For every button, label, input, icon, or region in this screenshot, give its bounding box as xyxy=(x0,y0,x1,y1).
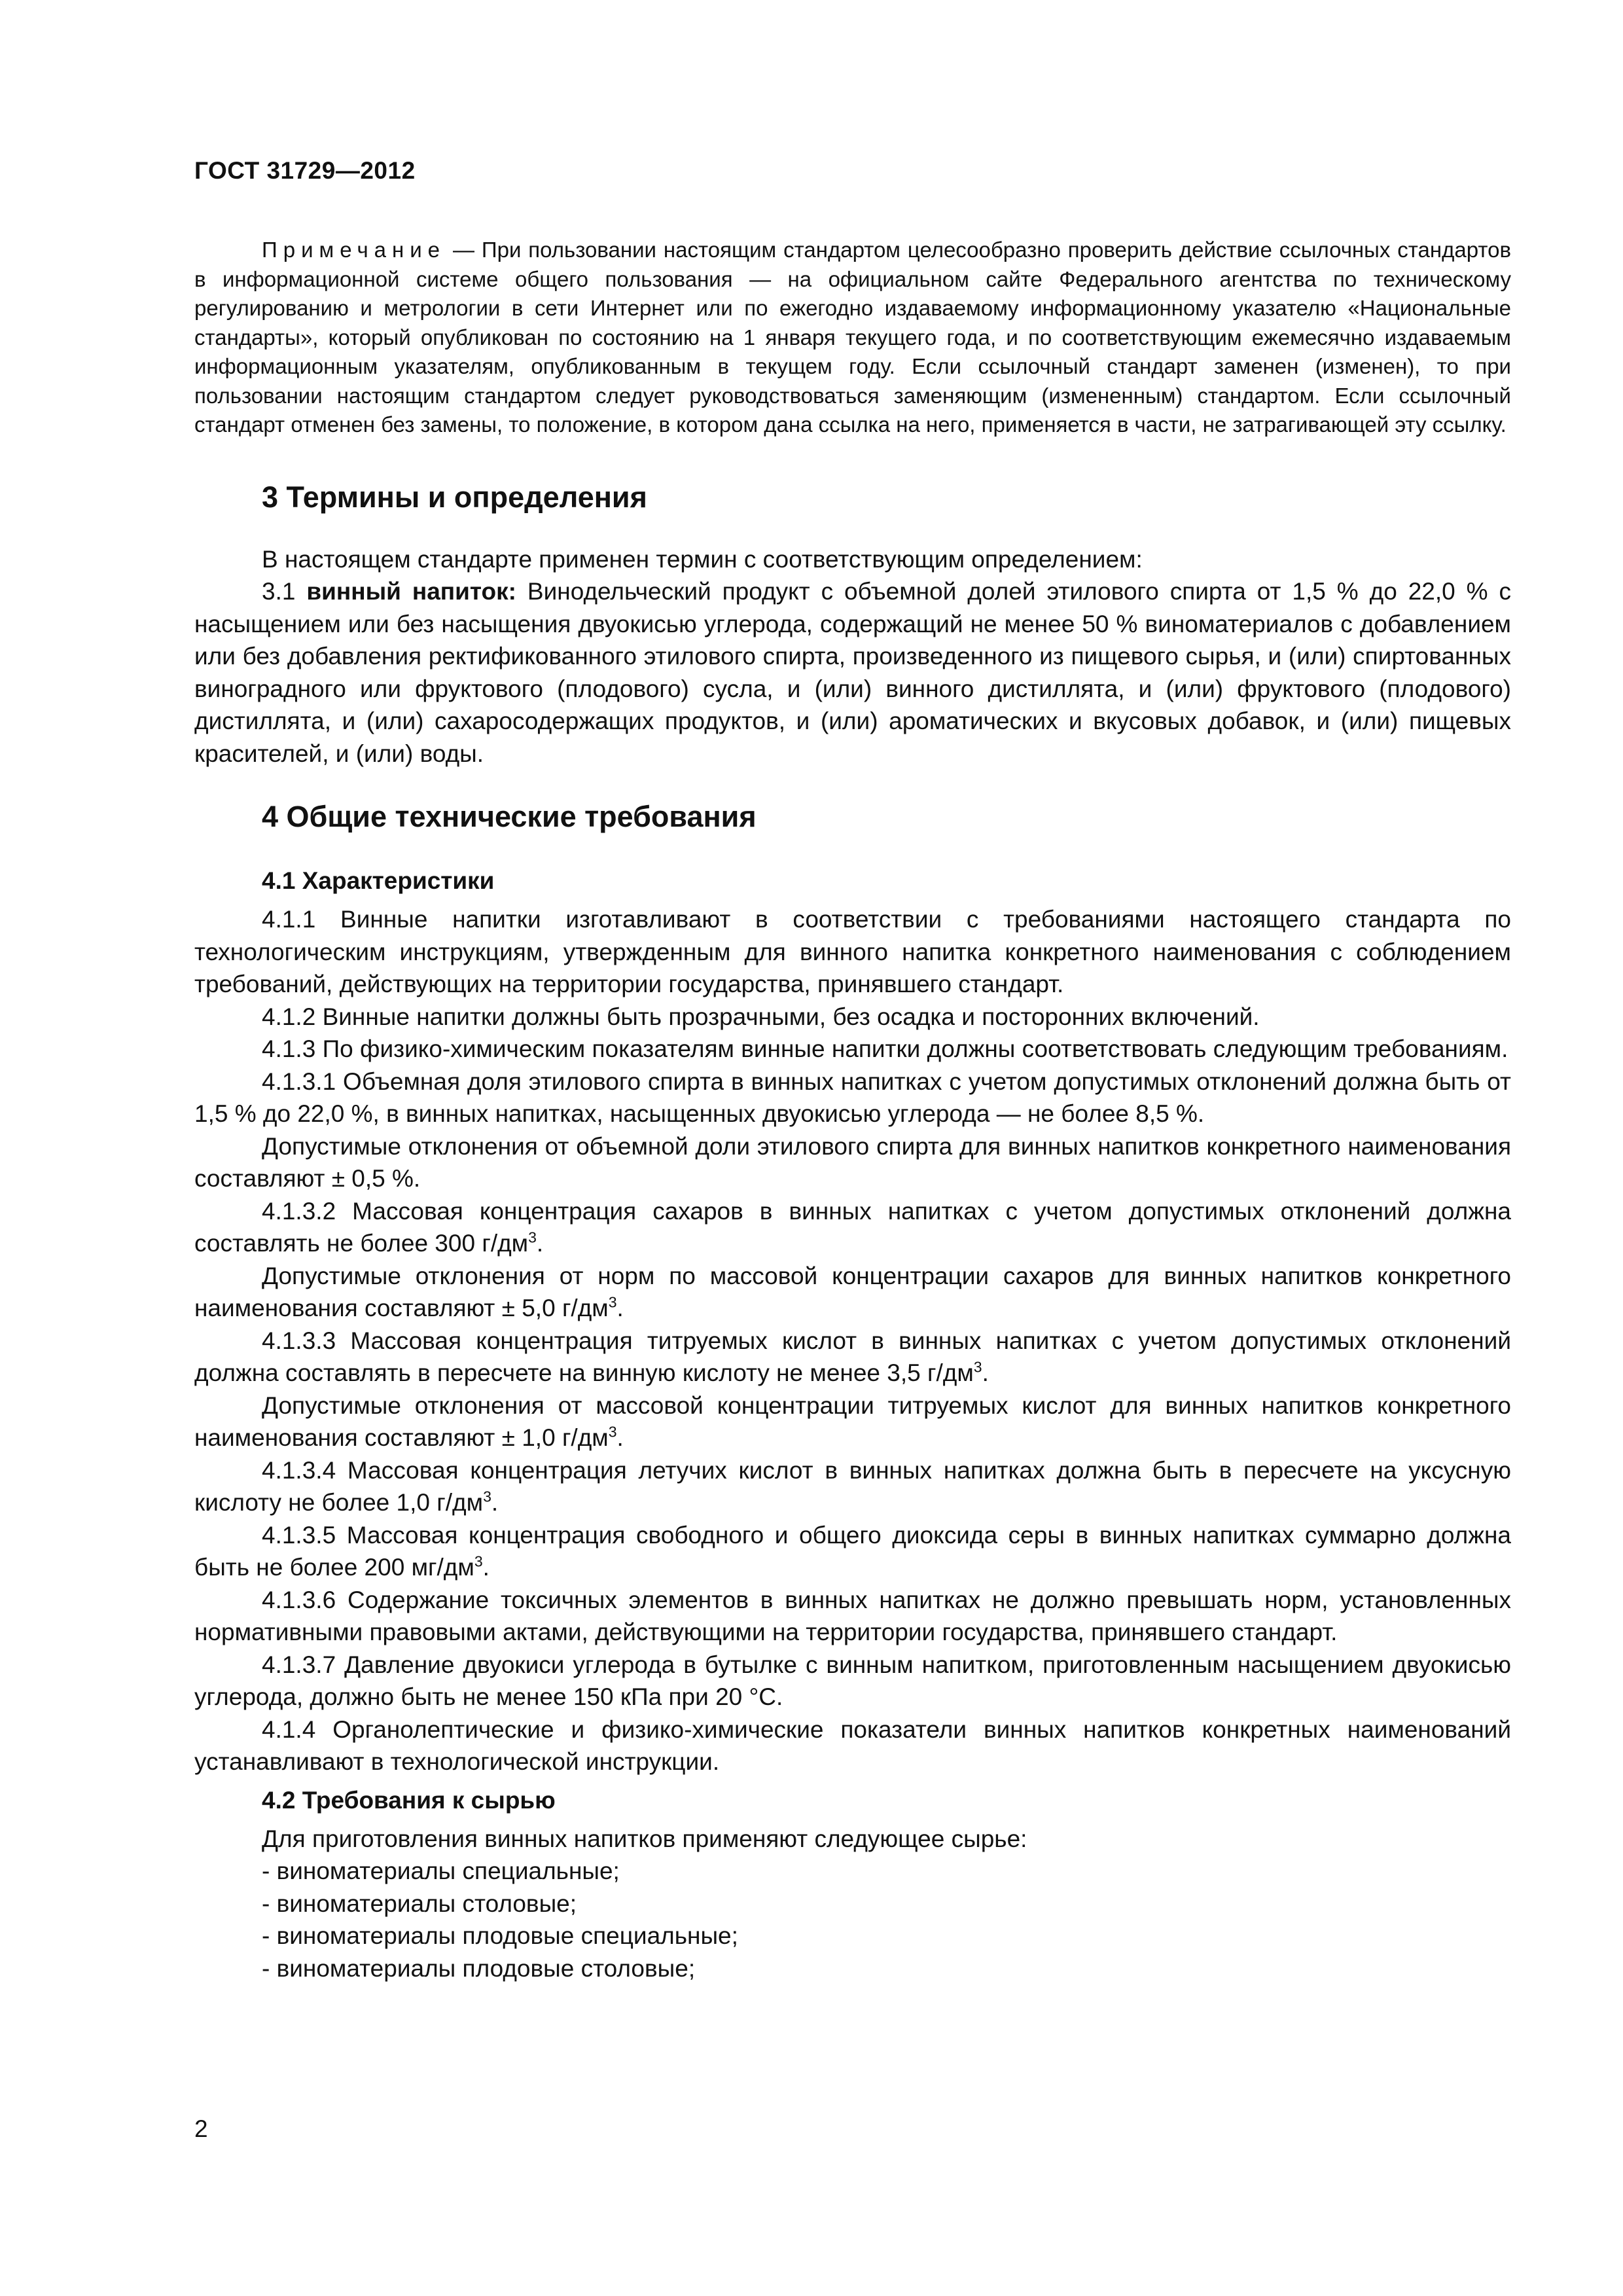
superscript: 3 xyxy=(973,1358,982,1376)
subsection-4-2-title: 4.2 Требования к сырью xyxy=(262,1786,556,1814)
term-definition-text: Винодельческий продукт с объемной долей этилового спирта от 1,5 % до 22,0 % с насыщением или без насыщения двуокисью углерода, содержащий не менее 50 % виноматериалов с добавлением или без добавления ректификованного этилового спирта, произведенного из пищевого сырья, и (или) спиртованных виноградного или фруктового (плодового) сусла, и (или) винного дистиллята, и (или) фруктового (плодового) дистиллята, и (или) сахаросодержащих продуктов, и (или) ароматических и вкусовых добавок, и (или) пищевых красителей, и (или) воды. xyxy=(194,578,1512,767)
note-text: — При пользовании настоящим стандартом целесообразно проверить действие ссылочных стандартов в информационной системе общего пользования — на официальном сайте Федерального агентства по техническому регулированию и метрологии в сети Интернет или по ежегодно издаваемому информационному указателю «Национальные стандарты», который опубликован по состоянию на 1 января текущего года, и по соответствующим ежемесячно издаваемым информационным указателям, опубликованным в текущем году. Если ссылочный стандарт заменен (изменен), то при пользовании настоящим стандартом следует руководствоваться заменяющим (измененным) стандартом. Если ссылочный стандарт отменен без замены, то положение, в котором дана ссылка на него, применяется в части, не затрагивающей эту ссылку. xyxy=(194,238,1511,437)
superscript: 3 xyxy=(608,1423,617,1441)
list-item: - виноматериалы столовые; xyxy=(262,1890,577,1917)
paragraph-4-1-3-2 xyxy=(194,1195,1511,1260)
superscript: 3 xyxy=(474,1552,483,1570)
page-number: 2 xyxy=(194,2115,208,2142)
superscript: 3 xyxy=(483,1488,491,1505)
term-name: винный напиток: xyxy=(306,578,516,605)
period: . xyxy=(536,1230,544,1257)
paragraph-4-1-3-2-tolerance xyxy=(194,1260,1511,1325)
period: . xyxy=(616,1295,624,1321)
paragraph-4-1-1: 4.1.1 Винные напитки изготавливают в соответствии с требованиями настоящего стандарта по технологическим инструкциям, утвержденным для винного напитка конкретного наименования с соблюдением требований, действующих на территории государства, принявшего стандарт. xyxy=(194,906,1511,997)
page-content xyxy=(194,157,1511,1984)
document-code: ГОСТ 31729—2012 xyxy=(194,157,416,184)
term-definition xyxy=(194,575,1511,770)
subsection-4-1-title: 4.1 Характеристики xyxy=(262,867,495,894)
paragraph-4-1-3-4 xyxy=(194,1454,1511,1519)
paragraph-4-1-3-1-tolerance: Допустимые отклонения от объемной доли этилового спирта для винных напитков конкретного наименования составляют ± 0,5 %. xyxy=(194,1132,1511,1192)
period: . xyxy=(491,1489,499,1516)
period: . xyxy=(482,1554,490,1581)
raw-materials-list xyxy=(194,1855,1511,1984)
paragraph-text: Допустимые отклонения от массовой концентрации титруемых кислот для винных напитков конкретного наименования составляют ± 1,0 г/дм xyxy=(194,1391,1511,1451)
paragraph-text: 4.1.3.5 Массовая концентрация свободного и общего диоксида серы в винных напитках суммарно должна быть не более 200 мг/дм xyxy=(194,1521,1511,1581)
paragraph-text: 4.1.3.3 Массовая концентрация титруемых кислот в винных напитках с учетом допустимых отклонений должна составлять в пересчете на винную кислоту не менее 3,5 г/дм xyxy=(194,1327,1511,1386)
list-item: - виноматериалы специальные; xyxy=(262,1857,620,1884)
paragraph-4-1-3-7: 4.1.3.7 Давление двуокиси углерода в бутылке с винным напитком, приготовленным насыщением двуокисью углерода, должно быть не менее 150 кПа при 20 °С. xyxy=(194,1651,1511,1710)
paragraph-4-1-3-5 xyxy=(194,1519,1511,1584)
superscript: 3 xyxy=(528,1229,537,1246)
paragraph-4-1-3: 4.1.3 По физико-химическим показателям винные напитки должны соответствовать следующим требованиям. xyxy=(262,1035,1508,1062)
subsection-4-2-intro: Для приготовления винных напитков применяют следующее сырье: xyxy=(262,1825,1027,1852)
paragraph-text: Допустимые отклонения от норм по массовой концентрации сахаров для винных напитков конкретного наименования составляют ± 5,0 г/дм xyxy=(194,1262,1511,1321)
section-3-intro: В настоящем стандарте применен термин с соответствующим определением: xyxy=(262,545,1143,573)
note-label: Примечание xyxy=(262,238,446,262)
paragraph-4-1-4: 4.1.4 Органолептические и физико-химические показатели винных напитков конкретных наименований устанавливают в технологической инструкции. xyxy=(194,1715,1511,1775)
paragraph-4-1-2: 4.1.2 Винные напитки должны быть прозрачными, без осадка и посторонних включений. xyxy=(262,1003,1260,1030)
list-item: - виноматериалы плодовые специальные; xyxy=(262,1922,738,1949)
section-3-title: 3 Термины и определения xyxy=(262,480,647,514)
period: . xyxy=(982,1359,989,1386)
period: . xyxy=(616,1424,624,1451)
list-item: - виноматериалы плодовые столовые; xyxy=(262,1954,696,1982)
paragraph-4-1-3-1: 4.1.3.1 Объемная доля этилового спирта в винных напитках с учетом допустимых отклонений должна быть от 1,5 % до 22,0 %, в винных напитках, насыщенных двуокисью углерода — не более 8,5 %. xyxy=(194,1067,1511,1127)
paragraph-text: 4.1.3.4 Массовая концентрация летучих кислот в винных напитках должна быть в пересчете на уксусную кислоту не более 1,0 г/дм xyxy=(194,1456,1511,1516)
reference-note xyxy=(194,236,1511,440)
paragraph-text: 4.1.3.2 Массовая концентрация сахаров в винных напитках с учетом допустимых отклонений должна составлять не более 300 г/дм xyxy=(194,1197,1511,1257)
paragraph-4-1-3-3 xyxy=(194,1325,1511,1390)
section-4-title: 4 Общие технические требования xyxy=(262,800,757,833)
paragraph-4-1-3-3-tolerance xyxy=(194,1390,1511,1454)
term-number: 3.1 xyxy=(262,578,307,605)
paragraph-4-1-3-6: 4.1.3.6 Содержание токсичных элементов в винных напитках не должно превышать норм, установленных нормативными правовыми актами, действующими на территории государства, принявшего стандарт. xyxy=(194,1586,1511,1645)
superscript: 3 xyxy=(608,1293,617,1311)
